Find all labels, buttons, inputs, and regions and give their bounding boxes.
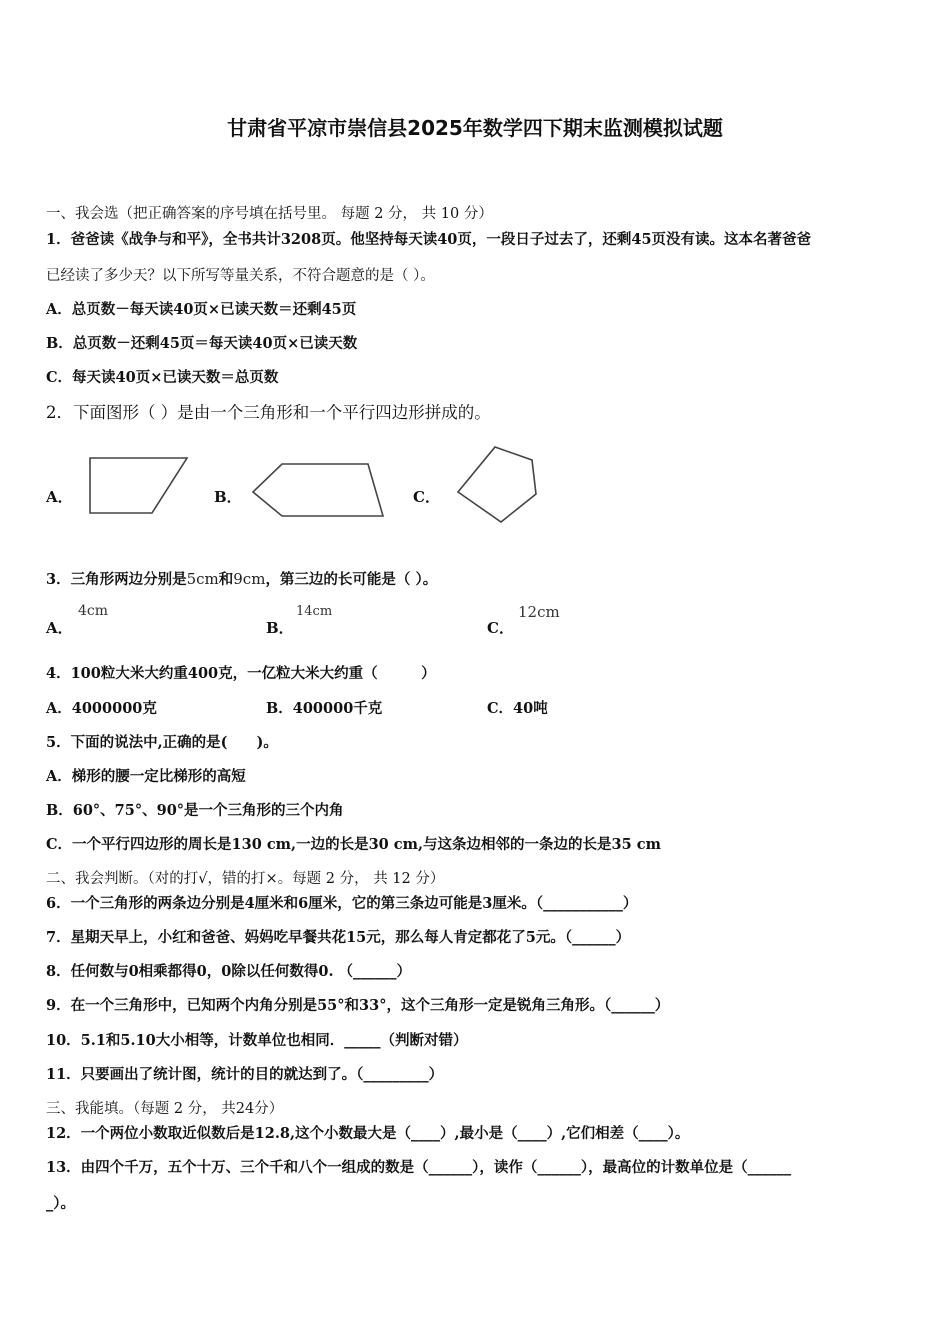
q2-option-b-label: B． [214,488,242,506]
q3-stem [46,568,437,589]
q3-option-c-label: C． [487,619,514,637]
q12: 12．一个两位小数取近似数后是12.8,这个小数最大是（____）,最小是（____）,它们相差（____）。 [46,1125,690,1142]
q1-stem-line1: 1．爸爸读《战争与和平》，全书共计3208页。他坚持每天读40页，一段日子过去了，还剩45页没有读。这本名著爸爸 [46,231,812,248]
q5-option-b: B．60°、75°、90°是一个三角形的三个内角 [46,802,344,819]
regular-pentagon-shape [455,444,539,526]
q3-stem-a: 3．三角形两边分别是 [46,571,187,588]
q3-value-1: 5cm [186,570,219,588]
section-heading-1: 一、我会选（把正确答案的序号填在括号里。 每题 2 分， 共 10 分） [46,206,493,222]
q1-option-c: C．每天读40页×已读天数＝总页数 [46,369,279,386]
q3-option-b-label: B． [266,619,294,637]
q13-line1: 13．由四个千万，五个十万、三个千和八个一组成的数是（______），读作（______），最高位的计数单位是（______ [46,1159,792,1176]
q3-stem-b: 和 [218,571,234,588]
q4-option-a: A．4000000克 [46,700,157,717]
q3-option-c-value: 12cm [518,603,560,621]
q7: 7．星期天早上，小红和爸爸、妈妈吃早餐共花15元，那么每人肯定都花了5元。（______） [46,929,631,946]
q4-option-c: C．40吨 [487,700,548,717]
q2-stem: 2．下面图形（ ）是由一个三角形和一个平行四边形拼成的。 [46,403,491,422]
page-title: 甘肃省平凉市崇信县2025年数学四下期末监测模拟试题 [227,116,723,140]
q4-stem: 4．100粒大米大约重400克，一亿粒大米大约重（ ） [46,665,436,682]
q5-stem: 5．下面的说法中,正确的是( )。 [46,734,278,751]
q4-option-b: B．400000千克 [266,700,383,717]
q2-option-c-label: C． [413,488,440,506]
q8: 8．任何数与0相乘都得0，0除以任何数得0. （______） [46,963,412,980]
pentagon-arrow-shape [250,460,386,520]
q3-option-b-value: 14cm [296,604,333,619]
q1-stem-line2: 已经读了多少天？以下所写等量关系，不符合题意的是（ ）。 [46,268,435,284]
q3-stem-c: ，第三边的长可能是（ ）。 [265,571,438,588]
q5-option-c: C．一个平行四边形的周长是130 cm,一边的长是30 cm,与这条边相邻的一条边的长是35 cm [46,836,661,853]
q3-option-a-value: 4cm [78,603,109,619]
q10: 10．5.1和5.10大小相等，计数单位也相同．_____（判断对错） [46,1032,468,1049]
q3-option-a-label: A． [46,619,73,637]
q1-option-b: B．总页数－还剩45页＝每天读40页×已读天数 [46,335,358,352]
parallelogram-shape [86,455,191,517]
q11: 11．只要画出了统计图，统计的目的就达到了。（_________） [46,1066,444,1083]
q2-option-a-label: A． [46,488,73,506]
q9: 9．在一个三角形中，已知两个内角分别是55°和33°，这个三角形一定是锐角三角形。（______） [46,997,670,1014]
section-heading-2: 二、我会判断。（对的打√，错的打×。每题 2 分， 共 12 分） [46,871,445,887]
q1-option-a: A．总页数－每天读40页×已读天数＝还剩45页 [46,301,357,318]
q6: 6．一个三角形的两条边分别是4厘米和6厘米，它的第三条边可能是3厘米。（___________） [46,895,638,912]
q13-line2: _）。 [46,1195,75,1212]
section-heading-3: 三、我能填。（每题 2 分， 共24分） [46,1101,284,1117]
q3-value-2: 9cm [233,570,266,588]
q5-option-a: A．梯形的腰一定比梯形的高短 [46,768,246,785]
